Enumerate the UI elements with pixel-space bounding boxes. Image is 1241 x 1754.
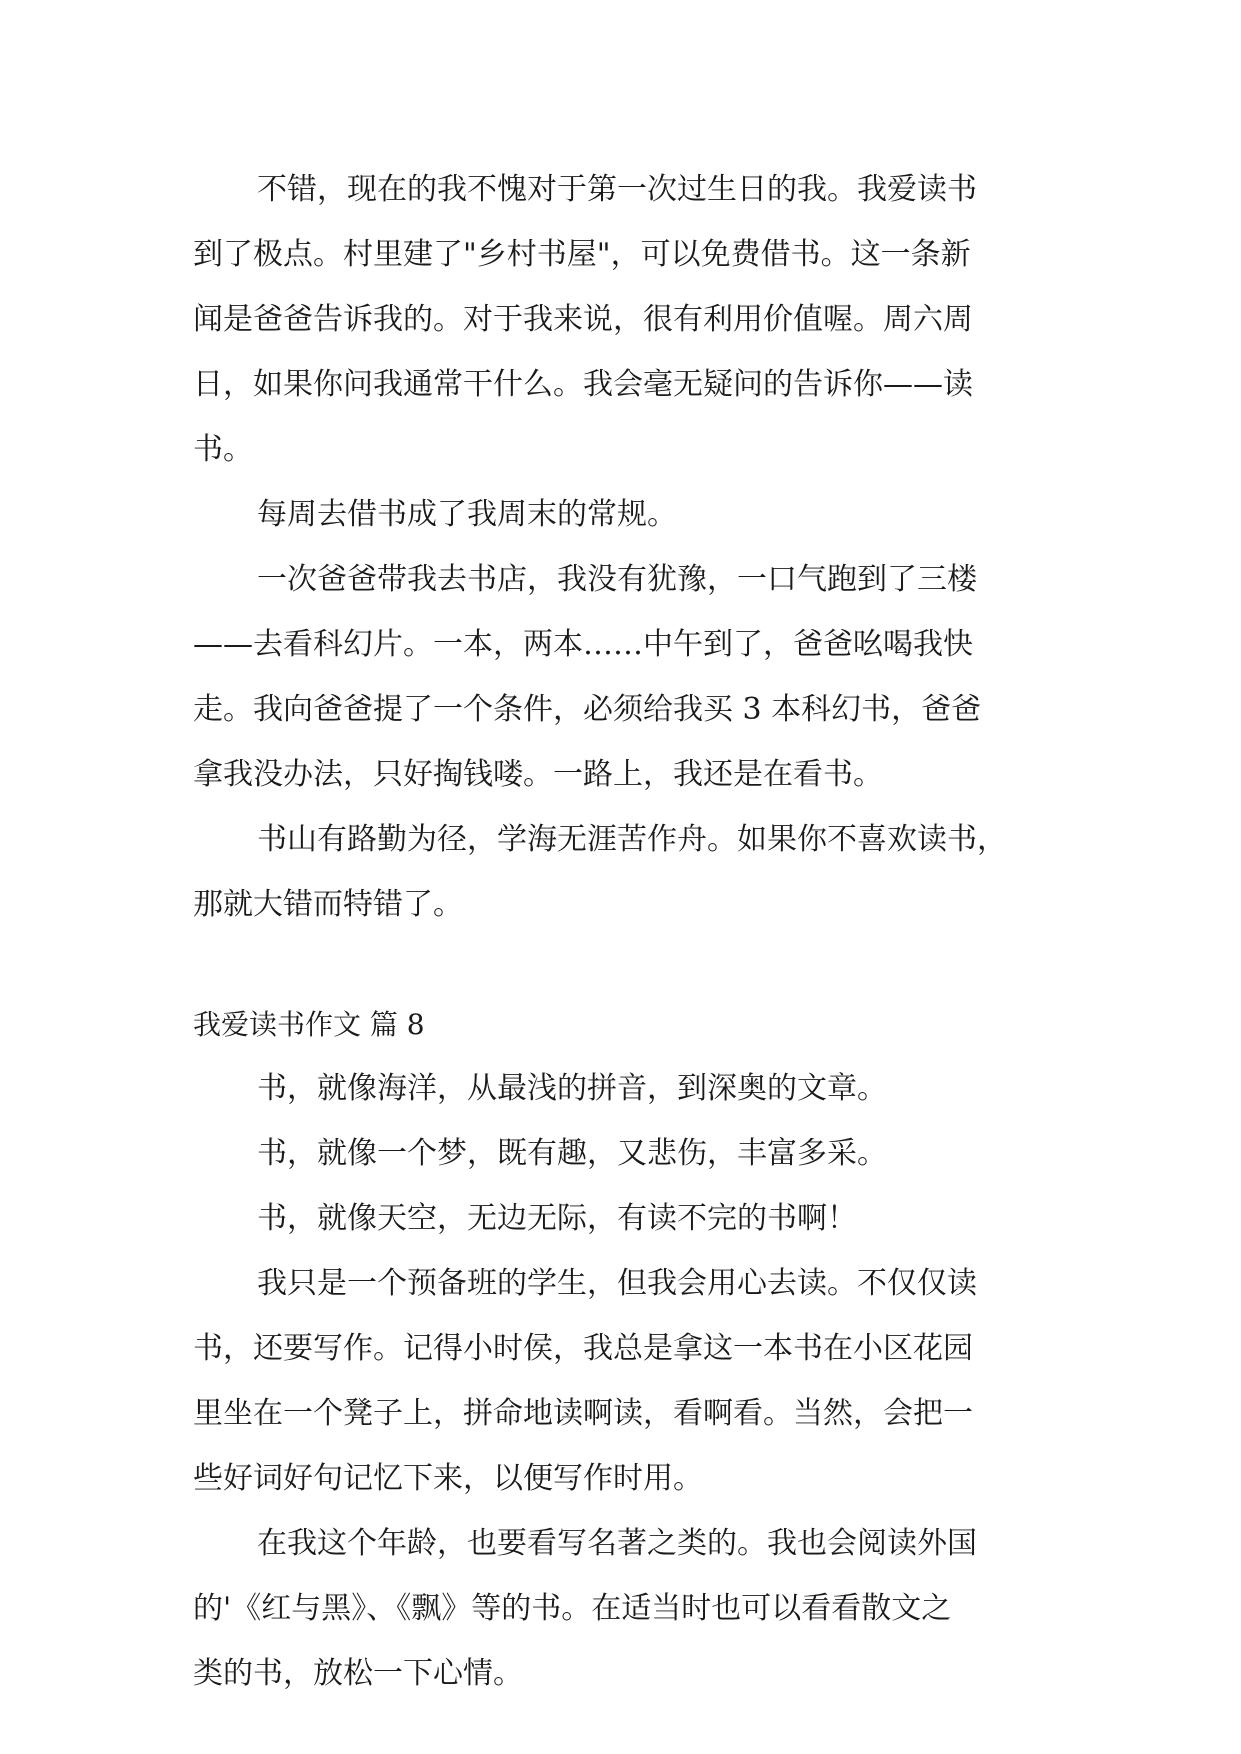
text-line: 书山有路勤为径，学海无涯苦作舟。如果你不喜欢读书，	[257, 822, 1007, 857]
paragraph	[193, 547, 1048, 807]
text-line: ——去看科幻片。一本，两本……中午到了，爸爸吆喝我快	[193, 627, 973, 662]
text-line: 书，就像天空，无边无际，有读不完的书啊！	[257, 1201, 857, 1236]
text-line: 书。	[193, 432, 253, 467]
text-line: 一次爸爸带我去书店，我没有犹豫，一口气跑到了三楼	[257, 562, 977, 597]
section-heading: 我爱读书作文 篇 8	[193, 1008, 425, 1041]
text-line: 闻是爸爸告诉我的。对于我来说，很有利用价值喔。周六周	[193, 302, 973, 337]
text-line: 书，就像海洋，从最浅的拼音，到深奥的文章。	[257, 1071, 887, 1106]
paragraph	[193, 1251, 1048, 1511]
paragraph	[193, 1056, 1048, 1121]
document-body	[193, 157, 1048, 1706]
text-line: 些好词好句记忆下来，以便写作时用。	[193, 1461, 703, 1496]
text-line: 走。我向爸爸提了一个条件，必须给我买 3 本科幻书，爸爸	[193, 692, 982, 727]
paragraph	[193, 1121, 1048, 1186]
text-line: 那就大错而特错了。	[193, 887, 463, 922]
text-line: 书，就像一个梦，既有趣，又悲伤，丰富多采。	[257, 1136, 887, 1171]
text-line: 的'《红与黑》、《飘》等的书。在适当时也可以看看散文之	[193, 1591, 952, 1626]
text-line: 每周去借书成了我周末的常规。	[257, 497, 677, 532]
text-line: 类的书，放松一下心情。	[193, 1656, 523, 1691]
paragraph	[193, 807, 1048, 937]
text-line: 日，如果你问我通常干什么。我会毫无疑问的告诉你——读	[193, 367, 973, 402]
text-line: 拿我没办法，只好掏钱喽。一路上，我还是在看书。	[193, 757, 883, 792]
text-line: 里坐在一个凳子上，拼命地读啊读，看啊看。当然，会把一	[193, 1396, 973, 1431]
text-line: 不错，现在的我不愧对于第一次过生日的我。我爱读书	[257, 172, 977, 207]
paragraph	[193, 482, 1048, 547]
paragraph	[193, 1186, 1048, 1251]
text-line: 书，还要写作。记得小时侯，我总是拿这一本书在小区花园	[193, 1331, 973, 1366]
paragraph	[193, 157, 1048, 482]
section-gap	[193, 937, 1048, 993]
text-line: 在我这个年龄，也要看写名著之类的。我也会阅读外国	[257, 1526, 977, 1561]
text-line: 到了极点。村里建了"乡村书屋"，可以免费借书。这一条新	[193, 237, 971, 272]
text-line: 我只是一个预备班的学生，但我会用心去读。不仅仅读	[257, 1266, 977, 1301]
paragraph	[193, 1511, 1048, 1706]
